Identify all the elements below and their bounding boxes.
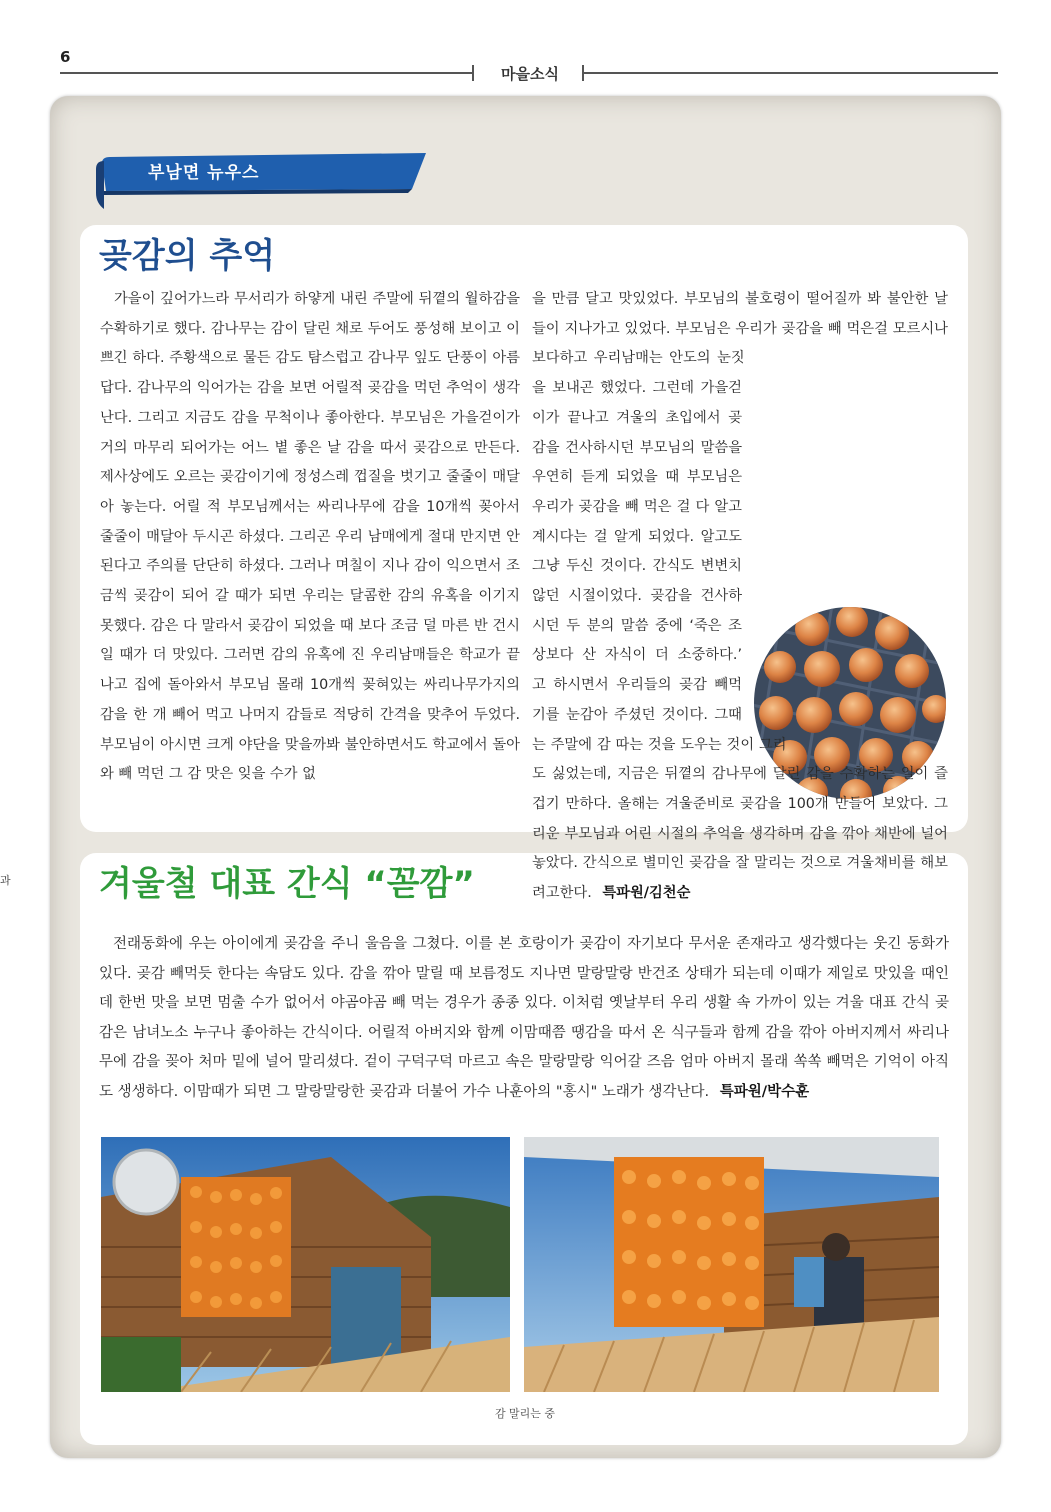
persimmon-drying-photo-left <box>101 1137 510 1392</box>
article-1-byline: 특파원/김천순 <box>602 885 691 902</box>
header-tick-left <box>472 65 474 81</box>
article-1-right-text: 을 만큼 달고 맛있었다. 부모님의 불호령이 떨어질까 봐 불안한 날들이 지나가고 있었다. 부모님은 우리가 곶감을 빼 먹은걸 모르시나 보다하고 우리남매는 안도의 눈짓을 보내곤 했었다. 그런데 가을걷이가 끝나고 겨울의 초입에서 곶감을 건사하시던 부모님의 말씀을 우연히 듣게 되었을 때 부모님은 우리가 곶감을 빼 먹은 걸 다 알고 계시다는 걸 알게 되었다. 알고도 그냥 두신 것이다. 간식도 변변치 않던 시절이었다. 곶감을 건사하시던 두 분의 말씀 중에 ‘죽은 조상보다 산 자식이 더 소중하다.’ 고 하시면서 우리들의 곶감 빼먹기를 눈감아 주셨던 것이다. 그때는 주말에 감 따는 것을 도우는 것이 그리도 싫었는데, 지금은 뒤꼍의 감나무에 달린 감을 수확하는 일이 즐겁기 만하다. 올해는 겨울준비로 곶감을 100개 만들어 보았다. 그리운 부모님과 어린 시절의 추억을 생각하며 감을 깎아 채반에 널어놓았다. 간식으로 별미인 곶감을 잘 말리는 것으로 겨울채비를 해보려고한다. <box>532 291 948 902</box>
header-rule-right <box>583 72 998 74</box>
article-1-title: 곶감의 추억 <box>99 236 276 276</box>
header-rule-left <box>60 72 473 74</box>
article-1-left-column <box>100 285 520 790</box>
edge-text-fragment: 과 <box>0 874 11 887</box>
ribbon-label: 부남면 뉴우스 <box>148 163 260 183</box>
section-ribbon <box>96 153 436 209</box>
article-1-right-column <box>532 285 948 909</box>
page-number: 6 <box>60 48 71 66</box>
article-2-title: 겨울철 대표 간식 “꼳깜” <box>99 864 475 904</box>
photo-caption: 감 말리는 중 <box>494 1407 556 1420</box>
persimmon-drying-photo-right <box>524 1137 939 1392</box>
article-2-body <box>99 930 949 1107</box>
section-title: 마을소식 <box>501 65 559 83</box>
article-2-byline: 특파원/박수훈 <box>719 1083 810 1100</box>
article-2-text: 전래동화에 우는 아이에게 곶감을 주니 울음을 그쳤다. 이를 본 호랑이가 곶감이 자기보다 무서운 존재라고 생각했다는 웃긴 동화가 있다. 곶감 빼먹듯 한다는 속담도 있다. 감을 깎아 말릴 때 보름정도 지나면 말랑말랑 반건조 상태가 되는데 이때가 제일로 맛있을 때인데 한번 맛을 보면 멈출 수가 없어서 야곰야곰 빼 먹는 경우가 종종 있다. 이처럼 옛날부터 우리 생활 속 가까이 있는 겨울 대표 간식 곶감은 남녀노소 누구나 좋아하는 간식이다. 어릴적 아버지와 함께 이맘때쯤 땡감을 따서 온 식구들과 함께 감을 깎아 아버지께서 싸리나무에 감을 꽂아 처마 밑에 널어 말리셨다. 겉이 구덕구덕 마르고 속은 말랑말랑 익어갈 즈음 엄마 아버지 몰래 쏙쏙 빼먹은 기억이 아직도 생생하다. 이맘때가 되면 그 말랑말랑한 곶감과 더불어 가수 나훈아의 "홍시" 노래가 생각난다. <box>99 936 949 1100</box>
article-1-left-text: 가을이 깊어가느라 무서리가 하얗게 내린 주말에 뒤꼍의 월하감을 수확하기로 했다. 감나무는 감이 달린 채로 두어도 풍성해 보이고 이쁘긴 하다. 주황색으로 물든 감도 탐스럽고 감나무 잎도 단풍이 아름답다. 감나무의 익어가는 감을 보면 어릴적 곶감을 먹던 추억이 생각난다. 그리고 지금도 감을 무척이나 좋아한다. 부모님은 가을걷이가 거의 마무리 되어가는 어느 볕 좋은 날 감을 따서 곶감으로 만든다. 제사상에도 오르는 곶감이기에 정성스레 껍질을 벗기고 줄줄이 매달아 놓는다. 어릴 적 부모님께서는 싸리나무에 감을 10개씩 꽂아서 줄줄이 매달아 두시곤 하셨다. 그리곤 우리 남매에게 절대 만지면 안 된다고 주의를 단단히 하셨다. 그러나 며칠이 지나 감이 익으면서 조금씩 곶감이 되어 갈 때가 되면 우리는 달콤한 감의 유혹을 이기지 못했다. 감은 다 말라서 곶감이 되었을 때 보다 조금 덜 마른 반 건시일 때가 더 맛있다. 그러면 감의 유혹에 진 우리남매들은 학교가 끝나고 집에 돌아와서 부모님 몰래 10개씩 꽂혀있는 싸리나무가지의 감을 한 개 빼어 먹고 나머지 감들로 적당히 간격을 맞추어 두었다. 부모님이 아시면 크게 야단을 맞을까봐 불안하면서도 학교에서 돌아와 빼 먹던 그 감 맛은 잊을 수가 없 <box>100 291 520 783</box>
